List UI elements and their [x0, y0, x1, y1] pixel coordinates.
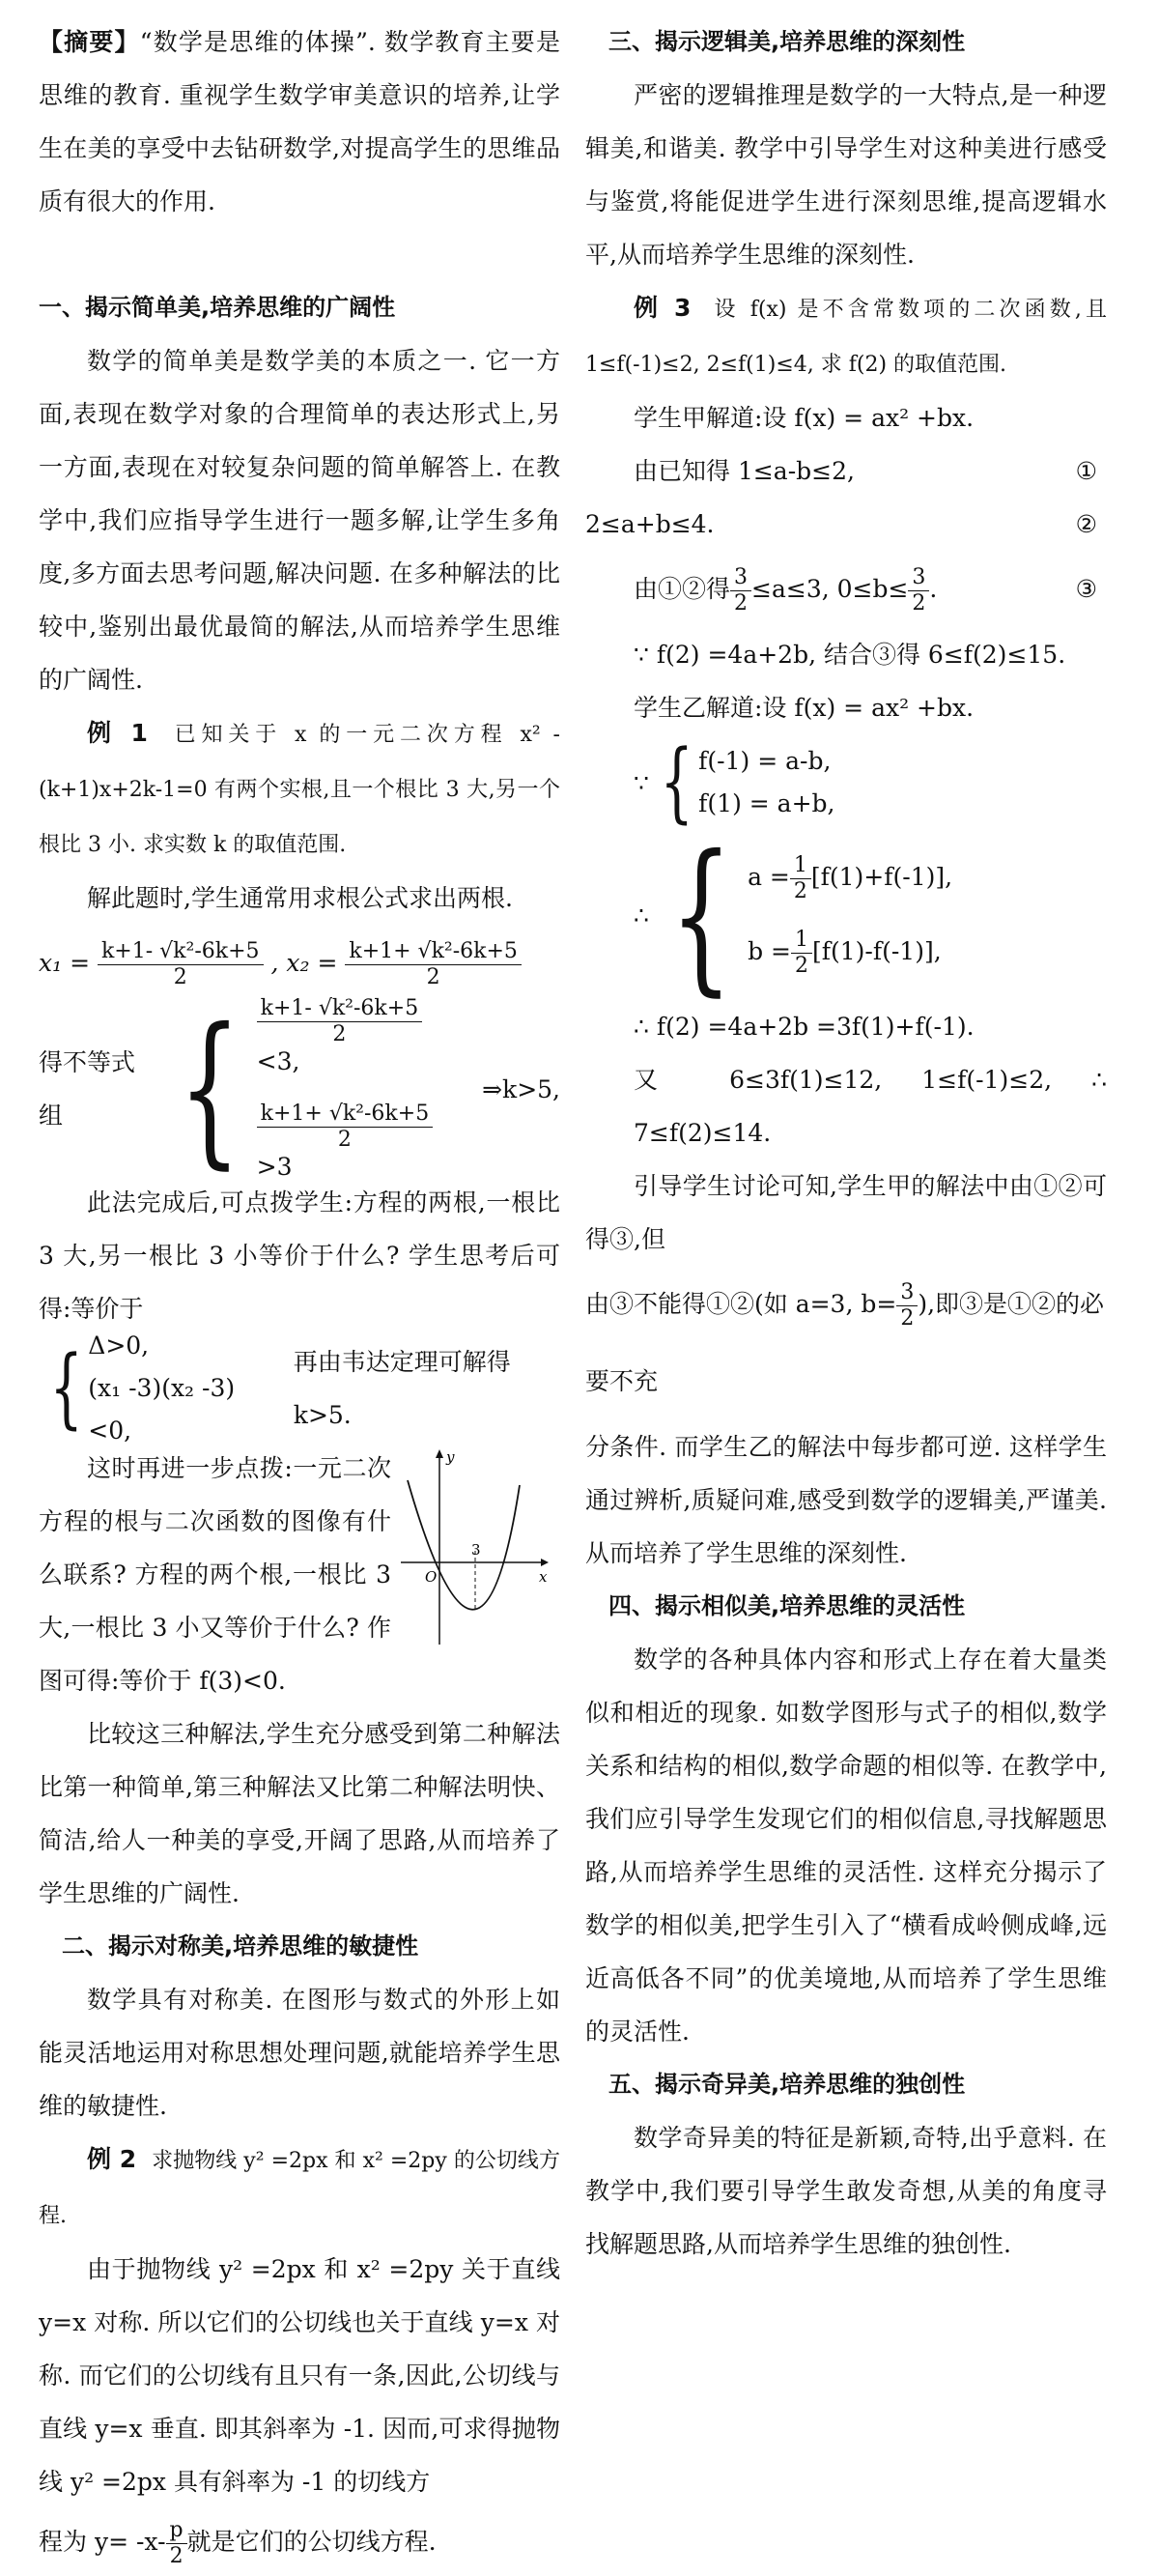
three-label: 3 — [471, 1541, 481, 1559]
a-line-2-text: 2≤a+b≤4. — [585, 510, 715, 538]
b-t1-part-a: a = — [748, 862, 790, 891]
vieta-row-2: (x₁ -3)(x₂ -3)<0, — [88, 1374, 236, 1445]
example3-text: 设 f(x) 是不含常数项的二次函数,且 1≤f(-1)≤2, 2≤f(1)≤4, 求 f(2) 的取值范围. — [585, 298, 1107, 377]
a-line-3-den-2: 2 — [912, 591, 926, 615]
solution-a-intro: 学生甲解道:设 f(x) = ax² +bx. — [634, 404, 975, 432]
section1-paragraph-2: 解此题时,学生通常用求根公式求出两根. — [87, 884, 513, 912]
example3 — [585, 281, 1107, 391]
equation-number-1: ① — [1075, 457, 1097, 485]
a-line-3-den-1: 2 — [734, 591, 749, 615]
graph-block — [39, 1442, 560, 1707]
inequality-brace-group — [157, 993, 465, 1185]
y-axis-label: y — [446, 1448, 455, 1466]
conclusion-part-b: 就是它们的公切线方程. — [186, 2528, 437, 2556]
b-system-2-rows — [748, 853, 952, 979]
solution-a-line-4: ∵ f(2) =4a+2b, 结合③得 6≤f(2)≤15. — [634, 641, 1066, 669]
vieta-system — [39, 1331, 560, 1445]
b-t2-denominator: 2 — [794, 953, 808, 978]
solution-b-system-2 — [585, 819, 1107, 1012]
section2-paragraph: 数学具有对称美. 在图形与数式的外形上如能灵活地运用对称思想处理问题,就能培养学生思维的敏捷性. — [39, 1986, 560, 2120]
b-t2-numerator: 1 — [791, 928, 812, 954]
root-x1-fraction — [98, 939, 264, 990]
left-brace-icon: { — [669, 819, 733, 1012]
abstract-text: “数学是思维的体操”. 数学教育主要是思维的教育. 重视学生数学审美意识的培养,让学生在美的享受中去钻研数学,对提高学生的思维品质有很大的作用. — [39, 28, 560, 215]
section3-paragraph: 严密的逻辑推理是数学的一大特点,是一种逻辑美,和谐美. 教学中引导学生对这种美进行感受与鉴赏,将能促进学生进行深刻思维,提高逻辑水平,从而培养学生思维的深刻性. — [585, 81, 1107, 269]
b-system-1-row-1: f(-1) = a-b, — [698, 747, 832, 775]
b-system-2-row-2 — [748, 928, 952, 979]
y-axis-arrow-icon — [436, 1449, 443, 1458]
b-t2-part-a: b = — [748, 936, 791, 965]
ineq2-relation: >3 — [256, 1153, 293, 1181]
conclusion-part-a: 程为 y= -x- — [39, 2528, 166, 2556]
section3-paragraph-4: 分条件. 而学生乙的解法中每步都可逆. 这样学生通过辨析,质疑问难,感受到数学的逻辑美,严谨美. 从而培养了学生思维的深刻性. — [585, 1433, 1107, 1567]
section4-heading: 四、揭示相似美,培养思维的灵活性 — [608, 1592, 966, 1619]
conclusion-numerator: p — [166, 2518, 187, 2544]
section1-paragraph: 数学的简单美是数学美的本质之一. 它一方面,表现在数学对象的合理简单的表达形式上,另一方面,表现在对较复杂问题的简单解答上. 在教学中,我们应指导学生进行一题多解,让学生多角度,多方面去思考问题,解决问题. 在多种解法的比较中,鉴别出最优最简的解法,从而培养学生思维的广阔性. — [39, 347, 560, 694]
example1 — [39, 706, 560, 872]
b-system-2-brace-group — [649, 819, 953, 1012]
b-system-1-row-2: f(1) = a+b, — [698, 789, 835, 817]
abstract-label: 【摘要】 — [39, 28, 140, 56]
right-column — [585, 15, 1107, 2271]
b-t1-denominator: 2 — [793, 878, 807, 903]
example3-label: 例 3 — [634, 294, 692, 322]
a-line-3-part-c: . — [929, 575, 938, 603]
ineq1-numerator: k+1- √k²-6k+5 — [257, 996, 423, 1022]
origin-label: O — [425, 1568, 438, 1586]
x-axis-arrow-icon — [541, 1559, 549, 1566]
left-brace-icon: { — [660, 731, 693, 833]
abstract — [39, 15, 560, 228]
a-line-3-num-2: 3 — [908, 565, 929, 591]
a-line-1-text: 由已知得 1≤a-b≤2, — [634, 457, 855, 485]
inequality-rows — [257, 996, 465, 1182]
inequality-label: 得不等式组 — [39, 1048, 136, 1130]
solution-a-line-3 — [585, 551, 1107, 628]
b-system-1-brace-group — [649, 731, 835, 833]
p3-numerator: 3 — [896, 1280, 918, 1306]
ineq1-denominator: 2 — [332, 1022, 347, 1046]
p3-part-a: 由③不能得①②(如 a=3, b= — [585, 1290, 897, 1318]
solution-b-line-1: ∴ f(2) =4a+2b =3f(1)+f(-1). — [634, 1013, 975, 1041]
example2-text: 求抛物线 y² =2px 和 x² =2py 的公切线方程. — [39, 2149, 560, 2228]
root-x1-numerator: k+1- √k²-6k+5 — [98, 939, 264, 965]
section2-conclusion — [39, 2508, 560, 2576]
section3-heading: 三、揭示逻辑美,培养思维的深刻性 — [608, 28, 966, 55]
roots-formula — [39, 925, 560, 1002]
section5-heading: 五、揭示奇异美,培养思维的独创性 — [608, 2071, 966, 2098]
left-brace-icon: { — [49, 1337, 83, 1439]
a-line-3-part-a: 由①②得 — [634, 575, 731, 603]
solution-b-system-1 — [585, 731, 1107, 833]
ineq2-denominator: 2 — [337, 1128, 352, 1152]
solution-a-line-1 — [585, 444, 1107, 498]
example2-label: 例 2 — [87, 2145, 137, 2173]
conclusion-denominator: 2 — [169, 2544, 184, 2568]
example1-label: 例 1 — [87, 719, 148, 747]
inequality-result: ⇒k>5, — [482, 1074, 560, 1103]
inequality-system — [39, 993, 560, 1185]
ineq2-numerator: k+1+ √k²-6k+5 — [257, 1102, 434, 1128]
root-x2-numerator: k+1+ √k²-6k+5 — [345, 939, 522, 965]
x2-label: , x₂ = — [270, 949, 338, 977]
because-symbol: ∵ — [634, 768, 649, 797]
therefore-symbol: ∴ — [634, 902, 649, 930]
vieta-rows — [88, 1325, 265, 1452]
section1-paragraph-3: 此法完成后,可点拨学生:方程的两根,一根比 3 大,另一根比 3 小等价于什么? 学生思考后可得:等价于 — [39, 1188, 560, 1323]
section3-paragraph-3 — [585, 1266, 1107, 1420]
x-axis-label: x — [539, 1568, 548, 1586]
root-x2-denominator: 2 — [426, 965, 440, 989]
solution-b-line-2: 又 6≤3f(1)≤12, 1≤f(-1)≤2, ∴ 7≤f(2)≤14. — [634, 1066, 1107, 1147]
b-system-1-rows — [698, 740, 834, 825]
section1-heading: 一、揭示简单美,培养思维的广阔性 — [39, 294, 396, 321]
vieta-row-1: Δ>0, — [88, 1331, 150, 1360]
equation-number-2: ② — [1075, 510, 1097, 538]
b-t1-part-b: [f(1)+f(-1)], — [810, 862, 953, 891]
equation-number-3: ③ — [1075, 575, 1097, 603]
example1-text: 已知关于 x 的一元二次方程 x² -(k+1)x+2k-1=0 有两个实根,且一个根比 3 大,另一个根比 3 小. 求实数 k 的取值范围. — [39, 723, 560, 857]
b-system-2-row-1 — [748, 853, 952, 904]
section2-heading: 二、揭示对称美,培养思维的敏捷性 — [62, 1932, 419, 1960]
vieta-after: 再由韦达定理可解得 k>5. — [293, 1348, 511, 1429]
a-line-3-part-b: ≤a≤3, 0≤b≤ — [751, 575, 909, 603]
parabola-curve — [408, 1480, 520, 1610]
b-t2-part-b: [f(1)-f(-1)], — [811, 936, 942, 965]
section1-paragraph-5: 比较这三种解法,学生充分感受到第二种解法比第一种简单,第三种解法又比第二种解法明快、简洁,给人一种美的享受,开阔了思路,从而培养了学生思维的广阔性. — [39, 1720, 560, 1907]
p3-denominator: 2 — [900, 1306, 915, 1331]
x1-label: x₁ = — [39, 949, 91, 977]
ineq1-relation: <3, — [256, 1047, 300, 1075]
section4-paragraph: 数学的各种具体内容和形式上存在着大量类似和相近的现象. 如数学图形与式子的相似,数学关系和结构的相似,数学命题的相似等. 在教学中,我们应引导学生发现它们的相似信息,寻找解题思路,从而培养学生思维的灵活性. 这样充分揭示了数学的相似美,把学生引入了“横看成岭侧成峰,远近高低各不同”的优美境地,从而培养了学生思维的灵活性. — [585, 1646, 1107, 2046]
inequality-row-1 — [257, 996, 465, 1076]
example2 — [39, 2132, 560, 2243]
left-column — [39, 15, 560, 2576]
solution-a-line-2 — [585, 498, 1107, 551]
p3-part-b: ),即③是①②的必要不充 — [585, 1290, 1105, 1395]
section3-paragraph-2: 引导学生讨论可知,学生甲的解法中由①②可得③,但 — [585, 1172, 1107, 1253]
section5-paragraph: 数学奇异美的特征是新颖,奇特,出乎意料. 在教学中,我们要引导学生敢发奇想,从美的角度寻找解题思路,从而培养学生思维的独创性. — [585, 2124, 1107, 2258]
vieta-brace-group — [39, 1325, 265, 1452]
inequality-row-2 — [257, 1102, 465, 1182]
parabola-graph — [396, 1446, 551, 1649]
section1-paragraph-4: 这时再进一步点拨:一元二次方程的根与二次函数的图像有什么联系? 方程的两个根,一根比 3 大,一根比 3 小又等价于什么? 作图可得:等价于 f(3)<0. — [39, 1454, 391, 1695]
root-x2-fraction — [345, 939, 522, 990]
root-x1-denominator: 2 — [173, 965, 187, 989]
solution-b-intro: 学生乙解道:设 f(x) = ax² +bx. — [634, 694, 975, 722]
section2-paragraph-2: 由于抛物线 y² =2px 和 x² =2py 关于直线 y=x 对称. 所以它们的公切线也关于直线 y=x 对称. 而它们的公切线有且只有一条,因此,公切线与直线 y=x 垂直. 即其斜率为 -1. 因而,可求得抛物线 y² =2px 具有斜率为 -1 的切线方 — [39, 2255, 560, 2496]
b-t1-numerator: 1 — [790, 853, 811, 879]
left-brace-icon: { — [179, 993, 242, 1185]
a-line-3-num-1: 3 — [730, 565, 751, 591]
